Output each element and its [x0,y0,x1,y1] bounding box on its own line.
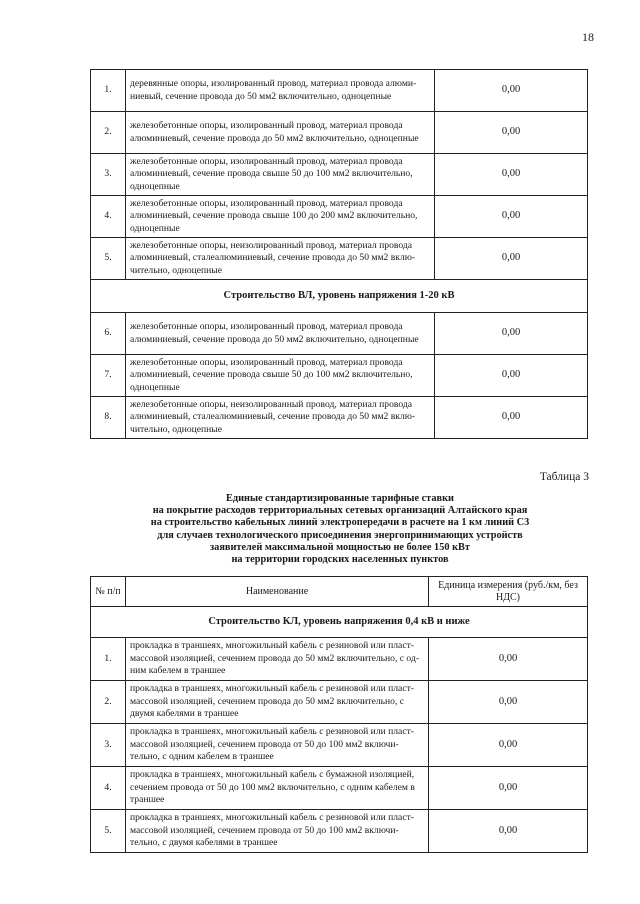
heading-line: для случаев технологического присоединения энергопринимающих устройств [157,529,523,541]
row-rate-value: 0,00 [429,810,588,853]
section-title: Строительство КЛ, уровень напряжения 0,4 кВ и ниже [91,607,588,638]
row-rate-value: 0,00 [435,238,588,280]
row-description: железобетонные опоры, изолированный провод, материал провода алюминиевый, сечение провода до 50 мм2 включительно, одноцепные [126,313,435,355]
row-description: прокладка в траншеях, многожильный кабель с резиновой или пласт-массовой изоляцией, сечением провода до 50 мм2 включительно, с двумя кабелями в траншее [126,681,429,724]
heading-line: на территории городских населенных пунктов [231,554,449,566]
row-number: 5. [91,238,126,280]
row-description: прокладка в траншеях, многожильный кабель с бумажной изоляцией, сечением провода от 50 до 100 мм2 включительно, с одним кабелем в траншее [126,767,429,810]
row-rate-value: 0,00 [435,397,588,439]
row-number: 1. [91,638,126,681]
row-number: 8. [91,397,126,439]
row-description: прокладка в траншеях, многожильный кабель с резиновой или пласт-массовой изоляцией, сечением провода от 50 до 100 мм2 включи-тельно, с одним кабелем в траншее [126,724,429,767]
table-row [91,196,588,238]
table-row [91,238,588,280]
row-rate-value: 0,00 [435,112,588,154]
table-row [91,638,588,681]
row-rate-value: 0,00 [435,355,588,397]
row-number: 3. [91,724,126,767]
row-description: деревянные опоры, изолированный провод, материал провода алюми-ниевый, сечение провода до 50 мм2 включительно, одноцепные [126,70,435,112]
table-row [91,154,588,196]
section-row [91,607,588,638]
table-row [91,355,588,397]
row-number: 4. [91,196,126,238]
row-rate-value: 0,00 [435,70,588,112]
table-row [91,313,588,355]
row-number: 6. [91,313,126,355]
table-row [91,724,588,767]
tariff-table-overhead-lines [90,69,588,439]
row-number: 3. [91,154,126,196]
table-row [91,397,588,439]
header-number: № п/п [91,577,126,607]
row-rate-value: 0,00 [435,196,588,238]
table-header-row [91,577,588,607]
row-number: 4. [91,767,126,810]
section-row [91,280,588,313]
row-number: 2. [91,681,126,724]
row-description: железобетонные опоры, изолированный провод, материал провода алюминиевый, сечение провода до 50 мм2 включительно, одноцепные [126,112,435,154]
page-number: 18 [582,30,594,44]
row-rate-value: 0,00 [435,313,588,355]
row-rate-value: 0,00 [429,681,588,724]
table-row [91,112,588,154]
row-description: железобетонные опоры, изолированный провод, материал провода алюминиевый, сечение провода свыше 50 до 100 мм2 включительно, одноцепные [126,154,435,196]
row-number: 2. [91,112,126,154]
row-rate-value: 0,00 [435,154,588,196]
row-description: железобетонные опоры, изолированный провод, материал провода алюминиевый, сечение провода свыше 50 до 100 мм2 включительно, одноцепные [126,355,435,397]
table-row [91,70,588,112]
section-title: Строительство ВЛ, уровень напряжения 1-20 кВ [91,280,588,313]
heading-line: заявителей максимальной мощностью не более 150 кВт [210,541,470,553]
row-rate-value: 0,00 [429,767,588,810]
row-rate-value: 0,00 [429,724,588,767]
table-label: Таблица 3 [539,471,589,483]
table-row [91,767,588,810]
tariff-table-cable-lines [90,576,588,853]
table-row [91,810,588,853]
table-row [91,681,588,724]
header-name: Наименование [126,577,429,607]
row-number: 7. [91,355,126,397]
row-description: железобетонные опоры, изолированный провод, материал провода алюминиевый, сечение провода свыше 100 до 200 мм2 включительно, одноцепные [126,196,435,238]
heading-line: на строительство кабельных линий электропередачи в расчете на 1 км линий С3 [150,517,530,529]
row-description: прокладка в траншеях, многожильный кабель с резиновой или пласт-массовой изоляцией, сечением провода от 50 до 100 мм2 включи-тельно, с двумя кабелями в траншее [126,810,429,853]
header-unit: Единица измерения (руб./км, без НДС) [429,577,588,607]
heading-line: на покрытие расходов территориальных сетевых организаций Алтайского края [152,505,528,517]
row-description: железобетонные опоры, неизолированный провод, материал провода алюминиевый, сталеалюминиевый, сечение провода до 50 мм2 вклю-чительно, одноцепные [126,238,435,280]
row-description: прокладка в траншеях, многожильный кабель с резиновой или пласт-массовой изоляцией, сечением провода до 50 мм2 включительно, с од-ним кабелем в траншее [126,638,429,681]
row-number: 1. [91,70,126,112]
row-rate-value: 0,00 [429,638,588,681]
row-number: 5. [91,810,126,853]
row-description: железобетонные опоры, неизолированный провод, материал провода алюминиевый, сталеалюминиевый, сечение провода до 50 мм2 вклю-чительно, одноцепные [126,397,435,439]
table-heading [100,493,580,566]
heading-line: Единые стандартизированные тарифные ставки [226,493,454,504]
